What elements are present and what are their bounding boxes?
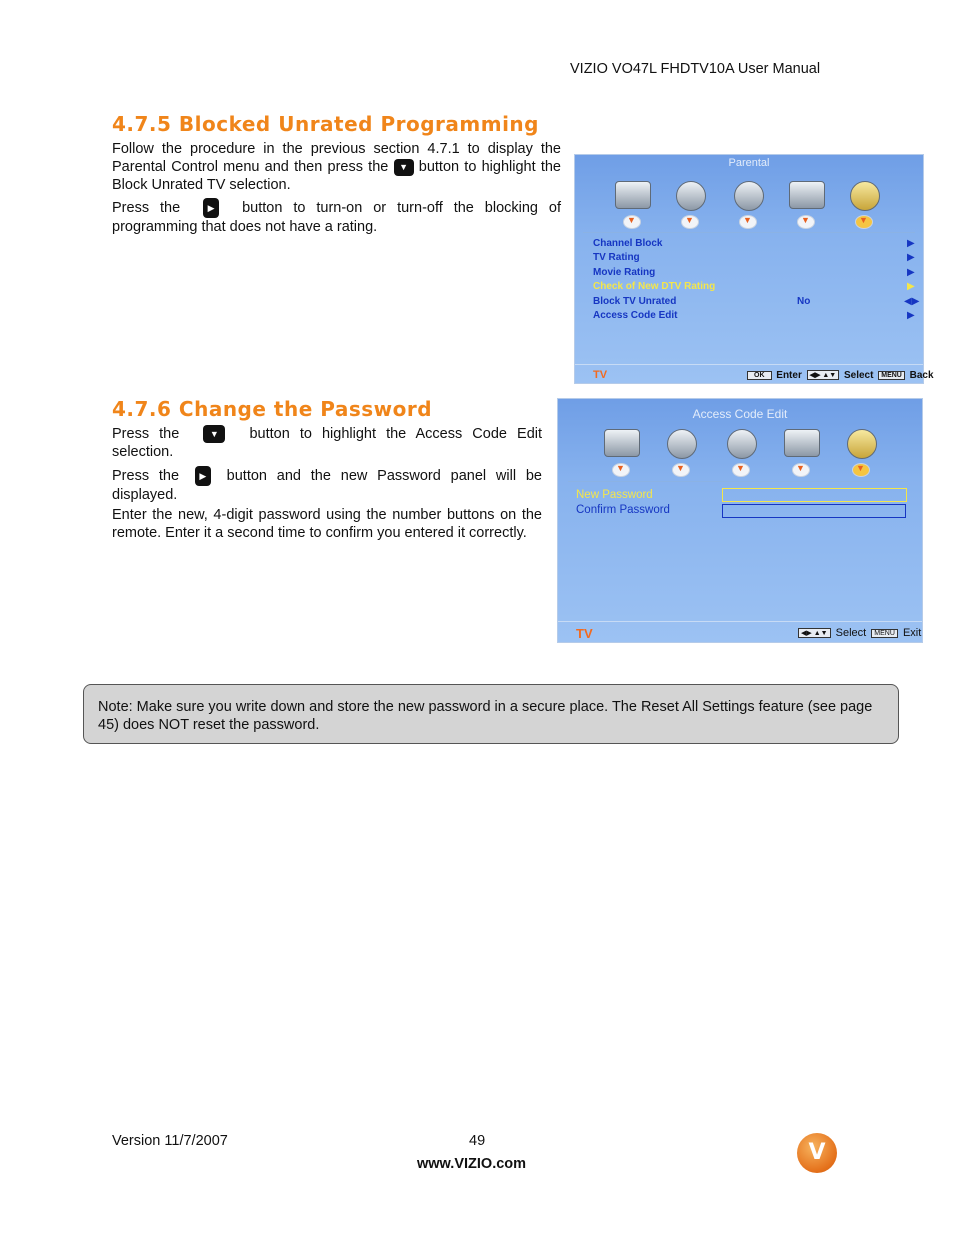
manual-title: VIZIO VO47L FHDTV10A User Manual xyxy=(570,61,821,77)
enter-hint: Enter xyxy=(776,370,802,381)
confirm-password-field[interactable] xyxy=(722,504,906,518)
menu-item-tv-rating[interactable]: TV Rating xyxy=(593,252,640,263)
menu-key-icon: MENU xyxy=(878,371,905,380)
menu-item-check-new-dtv-rating[interactable]: Check of New DTV Rating xyxy=(593,281,716,292)
footer-separator xyxy=(558,621,922,622)
menu-item-access-code-edit[interactable]: Access Code Edit xyxy=(593,310,678,321)
arrow-keys-icon: ◀▶ ▲▼ xyxy=(807,370,840,380)
exit-hint: Exit xyxy=(902,627,922,639)
vizio-logo-icon xyxy=(797,1133,837,1173)
section1-p2-text-after: button to turn-on or turn-off the blocking of programming that does not have a rating. xyxy=(112,199,562,235)
access-code-screen-title: Access Code Edit xyxy=(692,407,788,421)
menu-item-movie-rating[interactable]: Movie Rating xyxy=(593,267,656,278)
audio-menu-icon xyxy=(661,179,719,233)
section1-p1-text-after: button to highlight the Block Unrated TV selection. xyxy=(112,159,561,193)
version-label: Version 11/7/2007 xyxy=(112,1133,228,1149)
chevron-right-icon: ▶ xyxy=(907,238,915,249)
left-right-arrows-icon: ◀▶ xyxy=(904,296,920,307)
source-label: TV xyxy=(593,369,608,381)
menu-icon-row xyxy=(603,179,893,233)
chevron-right-icon: ▶ xyxy=(907,310,915,321)
access-code-edit-screenshot xyxy=(557,398,923,643)
down-arrow-button-icon: ▼ xyxy=(394,159,414,176)
section2-paragraph-1 xyxy=(112,425,542,461)
block-tv-unrated-value: No xyxy=(797,296,811,307)
right-arrow-button-icon: ▶ xyxy=(203,198,219,218)
section1-paragraph-2 xyxy=(112,198,561,236)
parental-menu-screenshot xyxy=(574,154,934,384)
menu-icon-row xyxy=(592,427,892,481)
section2-p2-text-before: Press the xyxy=(112,467,180,484)
parental-screen-title: Parental xyxy=(728,157,770,169)
select-hint: Select xyxy=(835,627,867,639)
section2-paragraph-2 xyxy=(112,466,542,504)
ok-key-icon: OK xyxy=(747,371,772,380)
arrow-keys-icon: ◀▶ ▲▼ xyxy=(798,628,831,638)
audio-menu-icon xyxy=(652,427,712,481)
screen2-footer-hints xyxy=(796,627,921,639)
logo-letter: V xyxy=(808,1140,826,1165)
section1-paragraph-1 xyxy=(112,140,561,194)
section-heading-blocked-unrated: 4.7.5 Blocked Unrated Programming xyxy=(112,112,539,136)
down-arrow-button-icon: ▼ xyxy=(203,425,225,443)
section2-paragraph-3: Enter the new, 4-digit password using the number buttons on the remote. Enter it a second time to confirm you entered it correctly. xyxy=(112,507,542,541)
source-label: TV xyxy=(576,626,593,641)
section-heading-change-password: 4.7.6 Change the Password xyxy=(112,397,433,421)
section1-p1-text-before: Follow the procedure in the previous section 4.7.1 to display the Parental Control menu and then press the xyxy=(112,141,561,175)
menu-separator xyxy=(583,232,915,233)
section1-p2-text-before: Press the xyxy=(112,199,181,216)
parental-menu-icon xyxy=(832,427,892,481)
menu-item-block-tv-unrated[interactable]: Block TV Unrated xyxy=(593,296,677,307)
footer-separator xyxy=(575,364,923,365)
page-number: 49 xyxy=(469,1133,486,1149)
menu-key-icon: MENU xyxy=(871,629,898,638)
website-url: www.VIZIO.com xyxy=(417,1156,527,1172)
picture-menu-icon xyxy=(592,427,652,481)
right-arrow-button-icon: ▶ xyxy=(195,466,211,486)
setup-menu-icon xyxy=(777,179,835,233)
setup-menu-icon xyxy=(772,427,832,481)
menu-item-channel-block[interactable]: Channel Block xyxy=(593,238,663,249)
screen1-footer-hints xyxy=(745,370,934,381)
chevron-right-icon: ▶ xyxy=(907,281,915,292)
new-password-label: New Password xyxy=(576,489,653,501)
tv-menu-icon xyxy=(719,179,777,233)
menu-separator xyxy=(568,481,908,482)
note-box: Note: Make sure you write down and store the new password in a secure place. The Reset All Settings feature (see page 45) does NOT reset the password. xyxy=(83,684,899,744)
section2-p1-text-after: button to highlight the Access Code Edit selection. xyxy=(112,426,543,461)
tv-menu-icon xyxy=(712,427,772,481)
picture-menu-icon xyxy=(603,179,661,233)
parental-menu-icon xyxy=(835,179,893,233)
new-password-field[interactable] xyxy=(722,488,907,502)
chevron-right-icon: ▶ xyxy=(907,252,915,263)
section2-p1-text-before: Press the xyxy=(112,426,180,442)
back-hint: Back xyxy=(909,370,934,381)
section2-p2-text-after: button and the new Password panel will be displayed. xyxy=(112,467,542,503)
confirm-password-label: Confirm Password xyxy=(576,504,670,516)
chevron-right-icon: ▶ xyxy=(907,267,915,278)
select-hint: Select xyxy=(843,370,874,381)
